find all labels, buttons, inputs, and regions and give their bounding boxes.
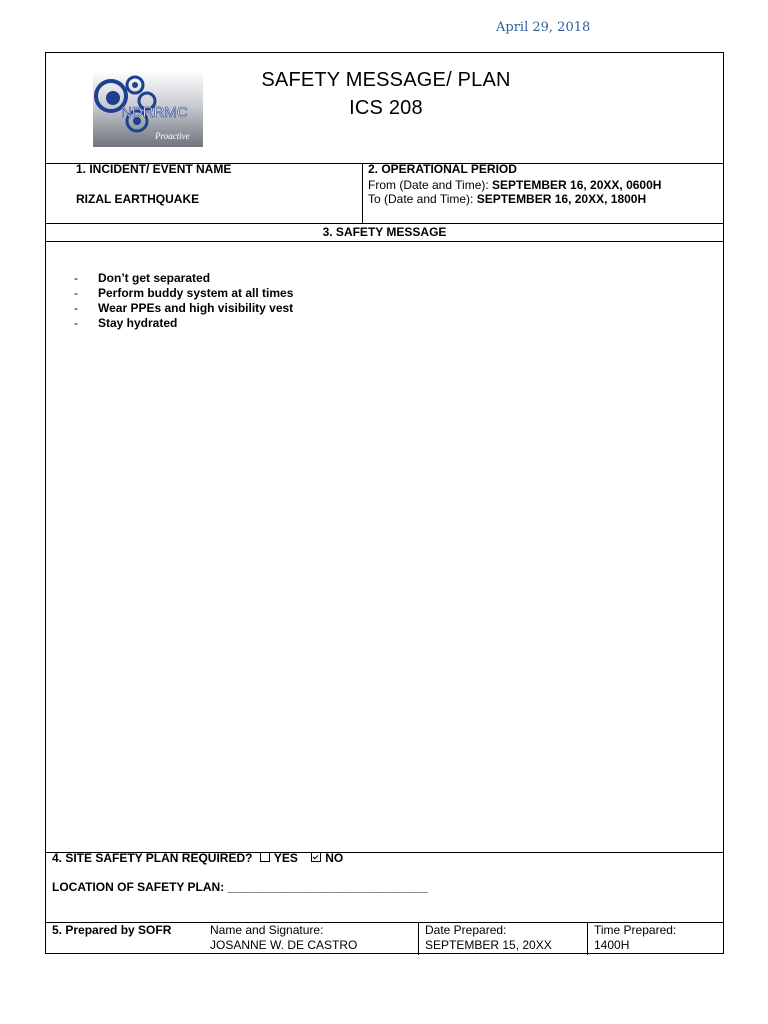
logo-text: NDRRMC: [121, 104, 188, 121]
document-date: April 29, 2018: [496, 20, 591, 35]
yes-label: YES: [273, 851, 298, 865]
site-safety-plan-row: [52, 851, 343, 866]
period-to-value: SEPTEMBER 16, 20XX, 1800H: [476, 192, 647, 206]
time-prepared-label: Time Prepared:: [594, 923, 677, 937]
list-item: - Wear PPEs and high visibility vest: [74, 301, 294, 315]
period-to-label: To (Date and Time):: [368, 192, 477, 206]
list-item: - Perform buddy system at all times: [74, 286, 294, 300]
incident-name-label: 1. INCIDENT/ EVENT NAME: [76, 162, 232, 176]
name-signature-label: Name and Signature:: [210, 923, 324, 937]
prepared-by-label: 5. Prepared by SOFR: [52, 923, 172, 937]
list-item: - Don’t get separated: [74, 271, 211, 285]
date-prepared-value: SEPTEMBER 15, 20XX: [425, 938, 552, 952]
name-signature-value: JOSANNE W. DE CASTRO: [210, 938, 358, 952]
safety-plan-location: LOCATION OF SAFETY PLAN: ______________________________: [52, 880, 428, 894]
logo-tagline: Proactive: [155, 131, 190, 141]
safety-message-list: [74, 271, 293, 331]
period-from-row: [368, 178, 661, 193]
yes-checkbox[interactable]: [260, 852, 270, 862]
period-from-value: SEPTEMBER 16, 20XX, 0600H: [492, 178, 662, 192]
no-checkbox[interactable]: [311, 852, 321, 862]
period-to-row: [368, 192, 646, 207]
form-number: ICS 208: [349, 97, 423, 119]
date-prepared-label: Date Prepared:: [425, 923, 507, 937]
list-item: - Stay hydrated: [74, 316, 178, 330]
period-from-label: From (Date and Time):: [368, 178, 493, 192]
site-safety-plan-question: 4. SITE SAFETY PLAN REQUIRED?: [52, 851, 253, 865]
form-title: SAFETY MESSAGE/ PLAN: [261, 69, 511, 91]
incident-name-value: RIZAL EARTHQUAKE: [76, 192, 200, 206]
time-prepared-value: 1400H: [594, 938, 630, 952]
ndrrmc-logo: [93, 71, 203, 147]
no-label: NO: [325, 851, 344, 865]
safety-message-label: 3. SAFETY MESSAGE: [322, 225, 447, 239]
ics-208-form: [45, 52, 724, 954]
operational-period-label: 2. OPERATIONAL PERIOD: [368, 162, 517, 176]
